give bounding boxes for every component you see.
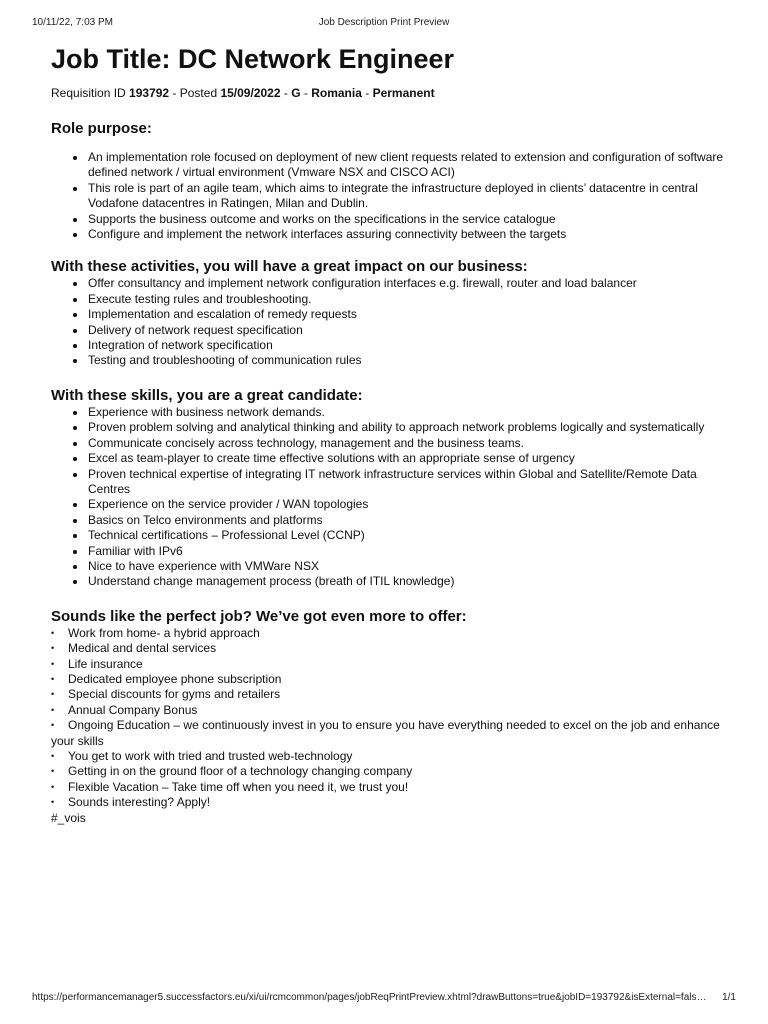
list-item-text: Proven problem solving and analytical thinking and ability to approach network problems logically and systematically [88,420,705,435]
bullet-icon [73,473,77,477]
hashtag: #_vois [51,810,86,825]
list-item-text: Excel as team-player to create time effective solutions with an appropriate sense of urgency [88,451,575,466]
role-purpose-section [51,120,728,242]
requisition-id: 193792 [129,86,170,100]
list-item [51,559,728,574]
list-item [51,497,728,512]
list-item [51,436,728,451]
posted-label: - Posted [169,86,221,100]
list-item [51,353,728,368]
skills-list [51,405,728,590]
list-item [51,528,728,543]
role-purpose-list [51,150,728,242]
offer-list [51,626,728,811]
role-purpose-heading: Role purpose: [51,120,152,137]
list-item-text: Testing and troubleshooting of communication rules [88,353,362,368]
bullet-icon: • [51,797,55,808]
list-item-text: Experience with business network demands. [88,404,325,419]
bullet-icon [73,534,77,538]
list-item [51,687,728,702]
list-item [51,212,728,227]
list-item-text: Dedicated employee phone subscription [68,671,282,686]
list-item [51,150,728,181]
print-header [32,17,736,31]
bullet-icon [73,156,77,160]
job-description [51,40,728,826]
list-item-text: You get to work with tried and trusted web-technology [68,749,353,763]
list-item-text: Annual Company Bonus [68,702,198,717]
bullet-icon [73,411,77,415]
bullet-icon [73,503,77,507]
bullet-icon [73,519,77,523]
offer-heading: Sounds like the perfect job? We’ve got even more to offer: [51,607,467,625]
list-item-text: Technical certifications – Professional Level (CCNP) [88,528,365,543]
separator: - [280,86,292,100]
skills-heading: With these skills, you are a great candidate: [51,386,363,404]
list-item [51,227,728,242]
list-item [51,292,728,307]
bullet-icon [73,457,77,461]
list-item-text: Ongoing Education – we continuously invest in you to ensure you have everything needed to excel on the job and enhance your skills [51,718,720,748]
bullet-icon: • [51,720,55,731]
list-item [51,338,728,353]
print-document-title: Job Description Print Preview [318,17,450,28]
list-item [51,749,728,764]
list-item [51,672,728,687]
bullet-icon: • [51,781,55,792]
list-item [51,657,728,672]
list-item [51,718,728,749]
list-item [51,544,728,559]
list-item [51,795,728,810]
bullet-icon: • [51,704,55,715]
list-item-text: This role is part of an agile team, which aims to integrate the infrastructure deployed in clients’ datacentre in central Vodafone datacentres in Ratingen, Milan and Dublin. [88,180,698,211]
list-item-text: Execute testing rules and troubleshooting. [88,291,312,306]
bullet-icon: • [51,689,55,700]
job-title: Job Title: DC Network Engineer [51,44,455,74]
list-item-text: Life insurance [68,656,143,671]
bullet-icon [73,233,77,237]
list-item-text: Sounds interesting? Apply! [68,795,211,810]
list-item [51,574,728,589]
bullet-icon [73,313,77,317]
list-item [51,703,728,718]
list-item [51,323,728,338]
bullet-icon [73,426,77,430]
bullet-icon [73,344,77,348]
bullet-icon [73,282,77,286]
list-item-text: Implementation and escalation of remedy requests [88,307,357,322]
bullet-icon: • [51,627,55,638]
job-country: Romania [311,86,362,100]
list-item [51,181,728,212]
list-item [51,467,728,498]
bullet-icon: • [51,751,55,761]
list-item-text: An implementation role focused on deployment of new client requests related to extension and configuration of software defined network / virtual environment (Vmware NSX and CISCO ACI) [88,150,724,180]
print-footer [32,992,736,1006]
posted-date: 15/09/2022 [220,86,281,100]
list-item-text: Flexible Vacation – Take time off when you need it, we trust you! [68,779,409,794]
list-item [51,764,728,779]
list-item-text: Configure and implement the network interfaces assuring connectivity between the targets [88,227,567,242]
job-contract-type: Permanent [372,86,435,100]
list-item-text: Work from home- a hybrid approach [68,625,260,640]
list-item [51,513,728,528]
list-item-text: Integration of network specification [88,338,273,353]
separator: - [300,86,312,100]
activities-section [51,258,728,368]
list-item-text: Communicate concisely across technology, management and the business teams. [88,435,525,450]
activities-list [51,276,728,368]
activities-heading: With these activities, you will have a great impact on our business: [51,258,528,276]
list-item [51,405,728,420]
list-item-text: Nice to have experience with VMWare NSX [88,558,319,573]
job-grade: G [291,86,301,100]
list-item-text: Familiar with IPv6 [88,543,183,558]
list-item-text: Delivery of network request specification [88,322,303,337]
list-item-text: Getting in on the ground floor of a technology changing company [68,764,413,779]
list-item-text: Offer consultancy and implement network configuration interfaces e.g. firewall, router and load balancer [88,276,637,291]
bullet-icon [73,442,77,446]
list-item [51,780,728,795]
list-item [51,626,728,641]
requisition-line [51,86,728,101]
page-url: https://performancemanager5.successfactors.eu/xi/ui/rcmcommon/pages/jobReqPrintPreview.xhtml?drawButtons=true&jobID=193792&isExternal=fals… [32,992,707,1003]
list-item [51,307,728,322]
list-item [51,641,728,656]
bullet-icon [73,550,77,554]
page-number: 1/1 [722,992,736,1003]
bullet-icon [73,298,77,302]
bullet-icon [73,359,77,363]
list-item-text: Proven technical expertise of integrating IT network infrastructure services within Global and Satellite/Remote Data Centres [88,466,697,496]
skills-section [51,387,728,590]
bullet-icon [73,329,77,333]
bullet-icon [73,187,77,191]
bullet-icon [73,218,77,222]
requisition-label: Requisition ID [51,86,126,100]
list-item-text: Special discounts for gyms and retailers [68,687,281,702]
list-item [51,276,728,291]
bullet-icon: • [51,643,55,654]
bullet-icon: • [51,673,55,684]
list-item-text: Supports the business outcome and works on the specifications in the service catalogue [88,211,556,226]
bullet-icon: • [51,658,55,669]
list-item-text: Experience on the service provider / WAN topologies [88,497,369,512]
bullet-icon: • [51,766,55,777]
offer-section [51,608,728,826]
list-item-text: Basics on Telco environments and platforms [88,512,323,527]
bullet-icon [73,565,77,569]
separator: - [361,86,373,100]
list-item [51,420,728,435]
list-item-text: Medical and dental services [68,641,217,656]
bullet-icon [73,580,77,584]
list-item [51,451,728,466]
print-datetime: 10/11/22, 7:03 PM [32,17,113,28]
list-item-text: Understand change management process (breath of ITIL knowledge) [88,574,455,589]
